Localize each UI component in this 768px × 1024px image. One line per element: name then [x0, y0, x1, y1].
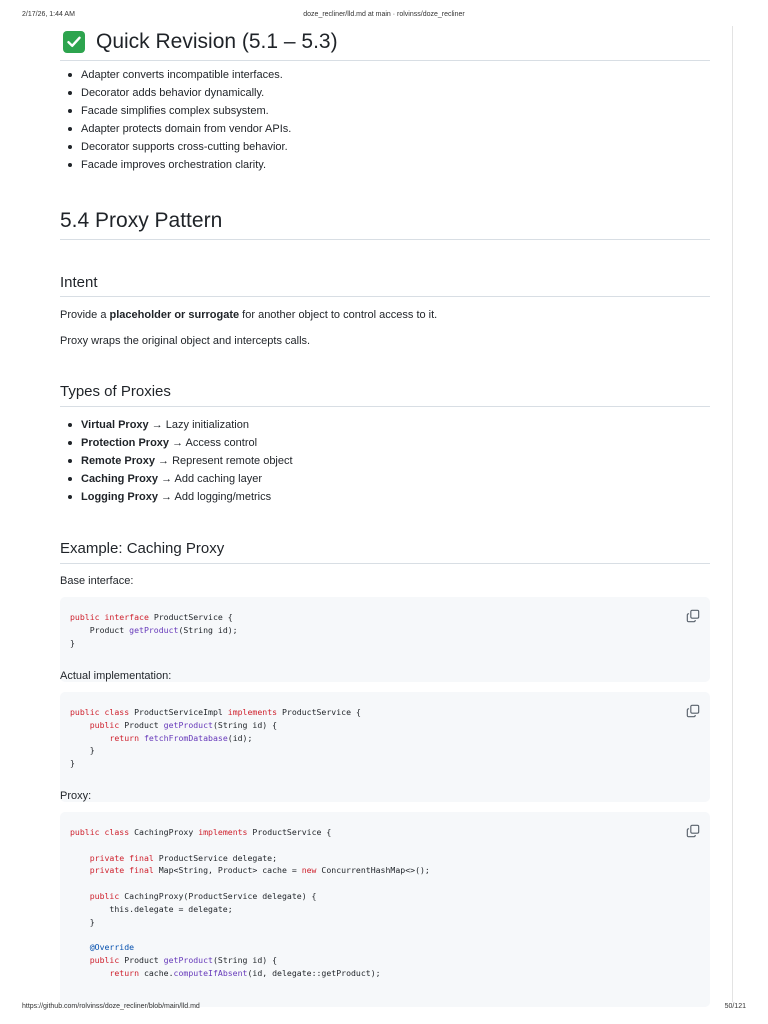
code-token: [70, 720, 90, 730]
code-token: private final: [89, 865, 159, 876]
code-token: Product: [124, 719, 164, 730]
code-token: [70, 968, 109, 978]
proxy-type-desc: → Access control: [169, 437, 258, 449]
code-token: public: [89, 890, 125, 901]
proxy-type-desc: → Represent remote object: [154, 455, 293, 467]
code-token: }: [70, 637, 75, 648]
code-token: new: [301, 865, 322, 876]
heading-example-caching-proxy: Example: Caching Proxy: [60, 538, 710, 564]
proxy-type-desc: → Add caching layer: [158, 473, 262, 485]
intent-text-pre: Provide a: [60, 309, 110, 321]
proxy-type-name: Protection Proxy: [81, 437, 170, 449]
proxy-type-desc: → Lazy initialization: [148, 419, 249, 431]
heading-types-of-proxies: Types of Proxies: [60, 381, 710, 407]
code-token: private final: [89, 852, 159, 863]
code-block-implementation: [60, 692, 710, 802]
code-token: ProductServiceImpl: [134, 707, 228, 717]
list-item: [60, 470, 293, 488]
code-token: public class: [70, 707, 135, 717]
code-token: Product: [70, 624, 130, 635]
list-item: Decorator adds behavior dynamically.: [60, 84, 291, 102]
code-token: ProductService {: [282, 707, 361, 717]
print-footer: [0, 1003, 768, 1015]
proxy-type-name: Logging Proxy: [81, 491, 158, 503]
list-item: [60, 488, 293, 506]
list-item: [60, 452, 293, 470]
list-item: Decorator supports cross-cutting behavior.: [60, 138, 291, 156]
print-header: [0, 11, 768, 23]
code-token: ProductService {: [252, 827, 332, 837]
code-token: Map<String, Product> cache =: [158, 865, 302, 876]
quick-revision-heading: [60, 26, 710, 61]
code-token: (String id) {: [212, 719, 278, 730]
list-item: [60, 416, 293, 434]
code-token: implements: [227, 707, 282, 717]
proxy-type-name: Virtual Proxy: [81, 419, 149, 431]
code-token: getProduct: [129, 624, 179, 635]
list-item: [60, 434, 293, 452]
print-date: 2/17/26, 1:44 AM: [22, 11, 75, 18]
intent-text-bold: placeholder or surrogate: [109, 309, 240, 321]
code-token: getProduct: [163, 719, 213, 730]
actual-implementation-label: Actual implementation:: [60, 670, 172, 682]
list-item: Adapter converts incompatible interfaces.: [60, 66, 291, 84]
code-token: [70, 891, 90, 901]
list-item: Adapter protects domain from vendor APIs.: [60, 120, 291, 138]
proxy-type-desc: → Add logging/metrics: [158, 491, 272, 503]
proxy-label: Proxy:: [60, 790, 92, 802]
code-token: ConcurrentHashMap<>();: [321, 865, 430, 876]
code-block-proxy: [60, 812, 710, 1007]
quick-revision-title: Quick Revision (5.1 – 5.3): [96, 30, 338, 53]
code-token: Product: [124, 954, 164, 965]
code-token: }: [70, 916, 95, 927]
code-implementation: [70, 706, 361, 770]
copy-icon[interactable]: [686, 824, 700, 838]
print-title: doze_recliner/lld.md at main · rolvinss/doze_recliner: [303, 11, 465, 18]
code-token: public: [89, 719, 125, 730]
code-token: [70, 853, 90, 863]
code-proxy: [70, 826, 430, 980]
code-token: }: [70, 758, 75, 769]
code-token: CachingProxy(ProductService delegate) {: [124, 890, 317, 901]
intent-paragraph: [60, 307, 710, 323]
code-base-interface: [70, 611, 238, 649]
list-item: Facade improves orchestration clarity.: [60, 156, 291, 174]
check-mark-icon: [63, 31, 85, 53]
section-heading-proxy-pattern: 5.4 Proxy Pattern: [60, 207, 710, 240]
code-token: (String id);: [178, 624, 238, 635]
intent-paragraph-2: Proxy wraps the original object and intercepts calls.: [60, 335, 311, 347]
code-token: ProductService delegate;: [158, 852, 278, 863]
code-token: public class: [70, 827, 135, 837]
page-edge-divider: [732, 26, 733, 1002]
code-token: [70, 733, 109, 743]
code-token: [70, 942, 90, 952]
code-token: ProductService {: [153, 612, 233, 622]
copy-icon[interactable]: [686, 609, 700, 623]
code-token: this.delegate = delegate;: [70, 903, 233, 914]
code-token: [70, 955, 90, 965]
intent-text-post: for another object to control access to it.: [239, 309, 438, 321]
copy-icon[interactable]: [686, 704, 700, 718]
list-item: Facade simplifies complex subsystem.: [60, 102, 291, 120]
code-token: @Override: [89, 942, 135, 953]
base-interface-label: Base interface:: [60, 575, 134, 587]
code-token: cache.: [143, 967, 174, 978]
page-number: 50/121: [724, 1003, 746, 1010]
code-token: [70, 865, 90, 875]
code-token: implements: [198, 827, 253, 837]
code-token: (String id) {: [212, 954, 278, 965]
code-token: public interface: [70, 612, 154, 622]
code-token: return: [109, 967, 144, 978]
proxy-type-name: Caching Proxy: [81, 473, 159, 485]
code-token: (id);: [227, 732, 253, 743]
print-url: https://github.com/rolvinss/doze_recliner/blob/main/lld.md: [22, 1003, 200, 1010]
proxy-types-list: [60, 416, 293, 506]
heading-intent: Intent: [60, 272, 710, 297]
code-token: public: [89, 954, 125, 965]
code-token: getProduct: [163, 954, 213, 965]
code-token: return: [109, 732, 144, 743]
code-token: }: [70, 745, 95, 756]
code-token: fetchFromDatabase: [143, 732, 228, 743]
quick-revision-list: [60, 66, 291, 174]
code-token: CachingProxy: [134, 827, 199, 837]
code-token: (id, delegate::getProduct);: [247, 967, 381, 978]
proxy-type-name: Remote Proxy: [81, 455, 155, 467]
code-token: computeIfAbsent: [173, 967, 248, 978]
